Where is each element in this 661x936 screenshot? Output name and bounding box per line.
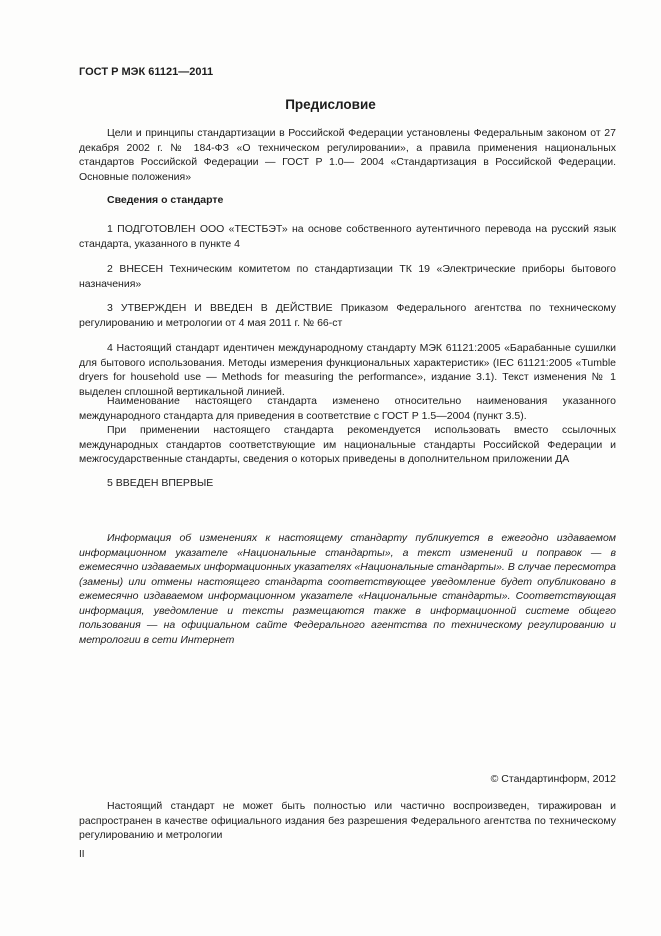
item-4-note-1: Наименование настоящего стандарта изменено относительно наименования указанного международного стандарта для приведения в соответствие с ГОСТ Р 1.5—2004 (пункт 3.5). [79,395,616,422]
footer-text: Настоящий стандарт не может быть полностью или частично воспроизведен, тиражирован и распространен в качестве официального издания без разрешения Федерального агентства по техническому регулированию и метрологии [79,800,616,841]
item-3: 3 УТВЕРЖДЕН И ВВЕДЕН В ДЕЙСТВИЕ Приказом Федерального агентства по техническому регулированию и метрологии от 4 мая 2011 г. № 66-ст [79,302,616,329]
item-4: 4 Настоящий стандарт идентичен международному стандарту МЭК 61121:2005 «Барабанные сушилки для бытового использования. Методы измерения функциональных характеристик» (IEC 61121:2005 «Tumble dryers for household use — Methods for measuring the performance», издание 3.1). Текст изменения № 1 выделен сплошной вертикальной линией. [79,342,616,398]
item-5: 5 ВВЕДЕН ВПЕРВЫЕ [107,477,214,489]
item-1: 1 ПОДГОТОВЛЕН ООО «ТЕСТБЭТ» на основе собственного аутентичного перевода на русский язык стандарта, указанного в пункте 4 [79,223,616,250]
intro-paragraph: Цели и принципы стандартизации в Российской Федерации установлены Федеральным законом от 27 декабря 2002 г. № 184-ФЗ «О техническом регулировании», а правила применения национальных стандартов Российской Федерации — ГОСТ Р 1.0— 2004 «Стандартизация в Российской Федерации. Основные положения» [79,127,616,183]
document-header: ГОСТ Р МЭК 61121—2011 [79,66,214,78]
section-subtitle: Сведения о стандарте [107,194,224,206]
page-title: Предисловие [285,97,376,112]
copyright: © Стандартинформ, 2012 [490,773,616,785]
page-number: II [79,849,85,860]
notice-paragraph: Информация об изменениях к настоящему стандарту публикуется в ежегодно издаваемом информационном указателе «Национальные стандарты», а текст изменений и поправок — в ежемесячно издаваемых информационных указателях «Национальные стандарты». В случае пересмотра (замены) или отмены настоящего стандарта соответствующее уведомление будет опубликовано в ежемесячно издаваемом информационном указателе «Национальные стандарты». Соответствующая информация, уведомление и тексты размещаются также в информационной системе общего пользования — на официальном сайте Федерального агентства по техническому регулированию и метрологии в сети Интернет [79,532,616,646]
item-2: 2 ВНЕСЕН Техническим комитетом по стандартизации ТК 19 «Электрические приборы бытового назначения» [79,263,616,290]
item-4-note-2: При применении настоящего стандарта рекомендуется использовать вместо ссылочных международных стандартов соответствующие им национальные стандарты Российской Федерации и межгосударственные стандарты, сведения о которых приведены в дополнительном приложении ДА [79,424,616,465]
